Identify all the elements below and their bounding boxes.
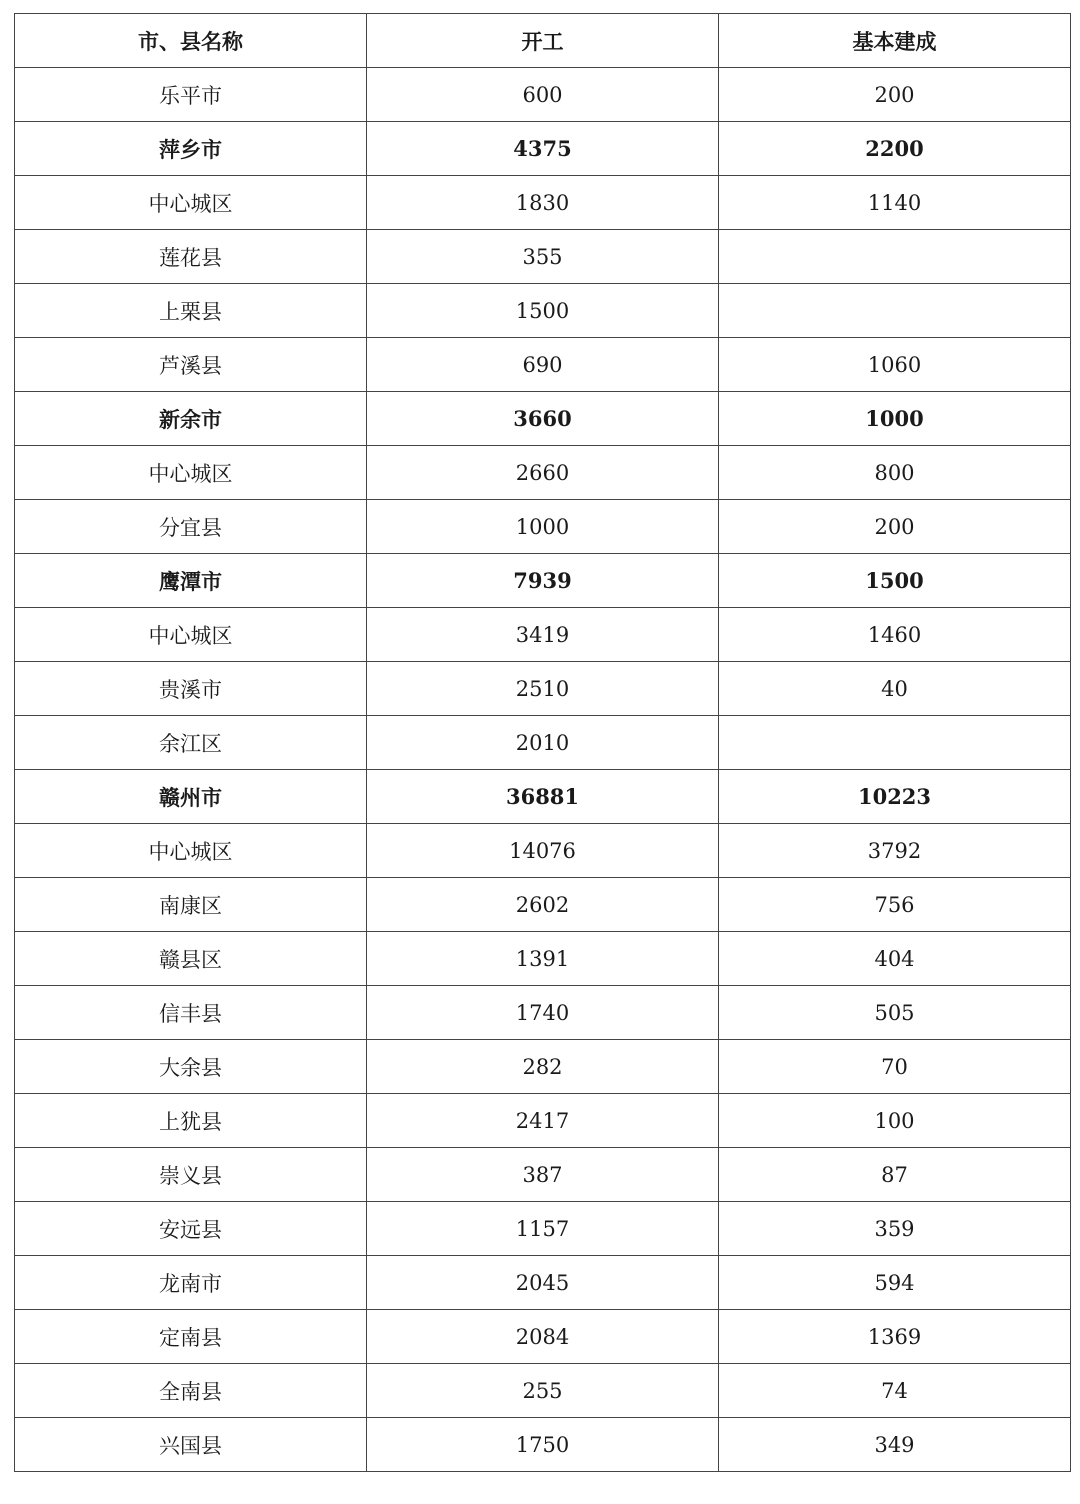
cell-start: 2045 xyxy=(367,1256,719,1310)
cell-done: 1460 xyxy=(719,608,1071,662)
cell-name: 安远县 xyxy=(15,1202,367,1256)
table-row xyxy=(15,284,1071,338)
table-row xyxy=(15,770,1071,824)
cell-name: 新余市 xyxy=(15,392,367,446)
cell-name: 全南县 xyxy=(15,1364,367,1418)
cell-name: 崇义县 xyxy=(15,1148,367,1202)
header-row xyxy=(15,14,1071,68)
cell-start: 4375 xyxy=(367,122,719,176)
cell-start: 1500 xyxy=(367,284,719,338)
cell-start: 1830 xyxy=(367,176,719,230)
header-name: 市、县名称 xyxy=(15,14,367,68)
cell-done: 10223 xyxy=(719,770,1071,824)
cell-name: 龙南市 xyxy=(15,1256,367,1310)
cell-done: 505 xyxy=(719,986,1071,1040)
table-row xyxy=(15,446,1071,500)
cell-done: 800 xyxy=(719,446,1071,500)
cell-name: 赣州市 xyxy=(15,770,367,824)
cell-start: 2084 xyxy=(367,1310,719,1364)
cell-name: 分宜县 xyxy=(15,500,367,554)
cell-start: 1391 xyxy=(367,932,719,986)
cell-start: 3419 xyxy=(367,608,719,662)
table-row xyxy=(15,1094,1071,1148)
cell-done: 200 xyxy=(719,500,1071,554)
cell-done xyxy=(719,716,1071,770)
cell-start: 14076 xyxy=(367,824,719,878)
cell-start: 2602 xyxy=(367,878,719,932)
cell-name: 中心城区 xyxy=(15,176,367,230)
table-row xyxy=(15,68,1071,122)
cell-done: 1000 xyxy=(719,392,1071,446)
cell-name: 信丰县 xyxy=(15,986,367,1040)
table-row xyxy=(15,608,1071,662)
table-row xyxy=(15,1310,1071,1364)
table-row xyxy=(15,338,1071,392)
cell-name: 贵溪市 xyxy=(15,662,367,716)
cell-name: 乐平市 xyxy=(15,68,367,122)
cell-done: 3792 xyxy=(719,824,1071,878)
table-body xyxy=(15,68,1071,1472)
cell-done: 200 xyxy=(719,68,1071,122)
table-row xyxy=(15,932,1071,986)
cell-done: 1140 xyxy=(719,176,1071,230)
table-row xyxy=(15,824,1071,878)
table-row xyxy=(15,554,1071,608)
cell-done: 100 xyxy=(719,1094,1071,1148)
cell-name: 中心城区 xyxy=(15,608,367,662)
cell-start: 690 xyxy=(367,338,719,392)
cell-start: 1750 xyxy=(367,1418,719,1472)
housing-data-table xyxy=(14,13,1071,1472)
cell-start: 36881 xyxy=(367,770,719,824)
table-row xyxy=(15,1202,1071,1256)
cell-name: 芦溪县 xyxy=(15,338,367,392)
table-row xyxy=(15,1364,1071,1418)
cell-done: 70 xyxy=(719,1040,1071,1094)
table-row xyxy=(15,1256,1071,1310)
cell-name: 赣县区 xyxy=(15,932,367,986)
cell-start: 2417 xyxy=(367,1094,719,1148)
table-row xyxy=(15,122,1071,176)
cell-done: 359 xyxy=(719,1202,1071,1256)
cell-done: 1369 xyxy=(719,1310,1071,1364)
header-start: 开工 xyxy=(367,14,719,68)
cell-name: 上栗县 xyxy=(15,284,367,338)
table-row xyxy=(15,1148,1071,1202)
cell-start: 600 xyxy=(367,68,719,122)
cell-name: 上犹县 xyxy=(15,1094,367,1148)
cell-name: 鹰潭市 xyxy=(15,554,367,608)
cell-done: 349 xyxy=(719,1418,1071,1472)
cell-name: 大余县 xyxy=(15,1040,367,1094)
cell-start: 2010 xyxy=(367,716,719,770)
cell-done: 2200 xyxy=(719,122,1071,176)
cell-done: 1500 xyxy=(719,554,1071,608)
cell-start: 1157 xyxy=(367,1202,719,1256)
table-row xyxy=(15,1418,1071,1472)
cell-name: 中心城区 xyxy=(15,824,367,878)
cell-start: 3660 xyxy=(367,392,719,446)
table-row xyxy=(15,392,1071,446)
cell-done xyxy=(719,284,1071,338)
cell-start: 2510 xyxy=(367,662,719,716)
cell-done: 1060 xyxy=(719,338,1071,392)
cell-name: 莲花县 xyxy=(15,230,367,284)
table-row xyxy=(15,878,1071,932)
header-done: 基本建成 xyxy=(719,14,1071,68)
cell-name: 余江区 xyxy=(15,716,367,770)
cell-name: 南康区 xyxy=(15,878,367,932)
table-row xyxy=(15,500,1071,554)
cell-name: 定南县 xyxy=(15,1310,367,1364)
cell-start: 387 xyxy=(367,1148,719,1202)
cell-start: 282 xyxy=(367,1040,719,1094)
table-row xyxy=(15,230,1071,284)
cell-done: 74 xyxy=(719,1364,1071,1418)
table-row xyxy=(15,176,1071,230)
cell-name: 萍乡市 xyxy=(15,122,367,176)
cell-done: 756 xyxy=(719,878,1071,932)
cell-done: 594 xyxy=(719,1256,1071,1310)
cell-start: 255 xyxy=(367,1364,719,1418)
cell-done: 40 xyxy=(719,662,1071,716)
table-row xyxy=(15,716,1071,770)
cell-start: 7939 xyxy=(367,554,719,608)
cell-start: 1000 xyxy=(367,500,719,554)
cell-done: 404 xyxy=(719,932,1071,986)
table-row xyxy=(15,1040,1071,1094)
cell-done: 87 xyxy=(719,1148,1071,1202)
cell-name: 中心城区 xyxy=(15,446,367,500)
cell-start: 2660 xyxy=(367,446,719,500)
table-row xyxy=(15,662,1071,716)
cell-name: 兴国县 xyxy=(15,1418,367,1472)
table-row xyxy=(15,986,1071,1040)
cell-start: 1740 xyxy=(367,986,719,1040)
cell-done xyxy=(719,230,1071,284)
cell-start: 355 xyxy=(367,230,719,284)
